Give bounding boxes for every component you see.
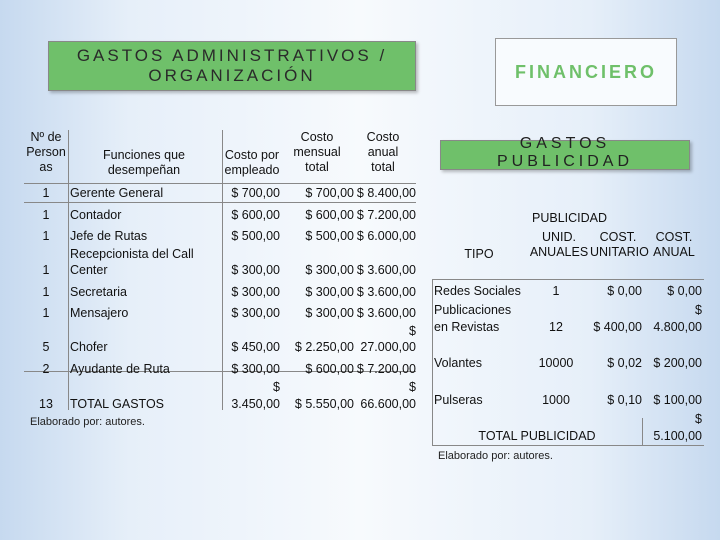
- title-banner: [48, 41, 416, 91]
- table-cell: Costo: [300, 130, 334, 144]
- header-costo-unitario: [590, 230, 649, 260]
- table-cell: Mensajero: [70, 306, 129, 320]
- header-tipo: TIPO: [464, 247, 494, 261]
- table-cell: Volantes: [434, 356, 482, 370]
- table-cell: 10000: [538, 356, 574, 370]
- table-cell: 1: [42, 285, 50, 299]
- table-cell: 27.000,00: [360, 340, 416, 354]
- table-cell: $ 500,00: [231, 229, 280, 243]
- header-unidades: [526, 230, 592, 260]
- table-cell: $ 300,00: [231, 362, 280, 376]
- table-cell: $ 3.600,00: [356, 263, 416, 277]
- table-cell: TOTAL PUBLICIDAD: [478, 429, 596, 443]
- table-rule: [432, 279, 433, 445]
- table-cell: $ 600,00: [231, 208, 280, 222]
- title-line-2: ORGANIZACIÓN: [148, 66, 316, 85]
- table-cell: $ 700,00: [305, 186, 354, 200]
- table-cell: $ 0,10: [607, 393, 642, 407]
- table-cell: empleado: [224, 163, 280, 177]
- publicidad-source-note: Elaborado por: autores.: [438, 450, 553, 462]
- admin-source-note: Elaborado por: autores.: [30, 416, 145, 428]
- table-cell: $: [409, 324, 416, 338]
- table-cell: $ 0,00: [667, 284, 702, 298]
- financiero-banner: [495, 38, 677, 106]
- table-cell: Costo por: [224, 148, 280, 162]
- table-cell: Pulseras: [434, 393, 483, 407]
- publicidad-line-2: PUBLICIDAD: [496, 153, 634, 170]
- header-funcion: [68, 148, 220, 178]
- table-cell: Chofer: [70, 340, 108, 354]
- table-cell: Jefe de Rutas: [70, 229, 148, 243]
- table-cell: $ 300,00: [231, 306, 280, 320]
- table-cell: TOTAL GASTOS: [70, 397, 165, 411]
- table-cell: 66.600,00: [360, 397, 416, 411]
- table-rule: [24, 202, 416, 203]
- table-cell: 1: [42, 306, 50, 320]
- table-cell: desempeñan: [107, 163, 181, 177]
- table-cell: total: [371, 160, 395, 174]
- table-cell: $: [409, 380, 416, 394]
- table-cell: 5.100,00: [653, 429, 702, 443]
- table-cell: $ 300,00: [305, 306, 354, 320]
- table-cell: $ 3.600,00: [356, 306, 416, 320]
- table-cell: $ 700,00: [231, 186, 280, 200]
- table-cell: $ 600,00: [305, 362, 354, 376]
- table-cell: $: [695, 412, 702, 426]
- table-cell: $ 6.000,00: [356, 229, 416, 243]
- table-cell: COST.: [599, 230, 637, 244]
- table-cell: $ 500,00: [305, 229, 354, 243]
- table-cell: 1: [552, 284, 560, 298]
- table-rule: [24, 183, 416, 184]
- table-cell: Funciones que: [102, 148, 185, 162]
- table-cell: $: [273, 380, 280, 394]
- table-cell: $ 0,00: [607, 284, 642, 298]
- table-cell: $: [695, 303, 702, 317]
- table-cell: $ 3.600,00: [356, 285, 416, 299]
- table-cell: UNID.: [541, 230, 577, 244]
- table-cell: Nº de: [30, 130, 62, 144]
- table-cell: Ayudante de Ruta: [70, 362, 170, 376]
- table-cell: $ 300,00: [305, 263, 354, 277]
- header-publicidad: PUBLICIDAD: [532, 211, 608, 225]
- table-cell: 3.450,00: [231, 397, 280, 411]
- table-cell: Redes Sociales: [434, 284, 521, 298]
- table-cell: $ 7.200,00: [356, 208, 416, 222]
- table-cell: Center: [70, 263, 108, 277]
- header-costo-anual: [646, 230, 702, 260]
- table-cell: $ 0,02: [607, 356, 642, 370]
- table-cell: $ 450,00: [231, 340, 280, 354]
- table-cell: 12: [549, 320, 563, 334]
- table-rule: [432, 445, 704, 446]
- table-cell: $ 300,00: [305, 285, 354, 299]
- table-cell: 1: [42, 229, 50, 243]
- table-rule: [432, 279, 704, 280]
- header-costo-mensual: [284, 130, 350, 175]
- title-line-1: GASTOS ADMINISTRATIVOS /: [76, 46, 388, 65]
- table-cell: en Revistas: [434, 320, 500, 334]
- table-cell: $ 300,00: [231, 263, 280, 277]
- table-cell: $ 5.550,00: [294, 397, 354, 411]
- table-cell: Contador: [70, 208, 122, 222]
- table-cell: $ 200,00: [653, 356, 702, 370]
- table-cell: ANUALES: [529, 245, 589, 259]
- table-cell: $ 400,00: [593, 320, 642, 334]
- table-cell: Secretaria: [70, 285, 127, 299]
- table-cell: Recepcionista del Call: [70, 247, 194, 261]
- table-cell: anual: [367, 145, 399, 159]
- table-cell: $ 7.200,00: [356, 362, 416, 376]
- table-cell: 5: [42, 340, 50, 354]
- table-cell: Gerente General: [70, 186, 164, 200]
- table-cell: $ 2.250,00: [294, 340, 354, 354]
- table-cell: 1: [42, 263, 50, 277]
- publicidad-line-1: GASTOS: [519, 135, 611, 152]
- table-cell: $ 600,00: [305, 208, 354, 222]
- table-cell: Costo: [366, 130, 400, 144]
- table-cell: 13: [39, 397, 53, 411]
- table-rule: [642, 418, 643, 445]
- table-cell: UNITARIO: [590, 245, 649, 259]
- table-cell: COST.: [655, 230, 693, 244]
- table-cell: 2: [42, 362, 50, 376]
- table-cell: 1000: [542, 393, 570, 407]
- table-cell: as: [39, 160, 53, 174]
- table-cell: $ 8.400,00: [356, 186, 416, 200]
- header-costo-empleado: [220, 148, 284, 178]
- table-cell: $ 100,00: [653, 393, 702, 407]
- table-cell: ANUAL: [653, 245, 695, 259]
- table-cell: $ 300,00: [231, 285, 280, 299]
- table-cell: 1: [42, 208, 50, 222]
- table-cell: 4.800,00: [653, 320, 702, 334]
- header-costo-anual: [350, 130, 416, 175]
- table-cell: Publicaciones: [434, 303, 512, 317]
- header-num: [24, 130, 68, 175]
- publicidad-banner: [440, 135, 690, 170]
- table-cell: Person: [26, 145, 66, 159]
- financiero-label: FINANCIERO: [515, 61, 657, 82]
- table-cell: total: [305, 160, 329, 174]
- table-cell: mensual: [293, 145, 341, 159]
- table-cell: 1: [42, 186, 50, 200]
